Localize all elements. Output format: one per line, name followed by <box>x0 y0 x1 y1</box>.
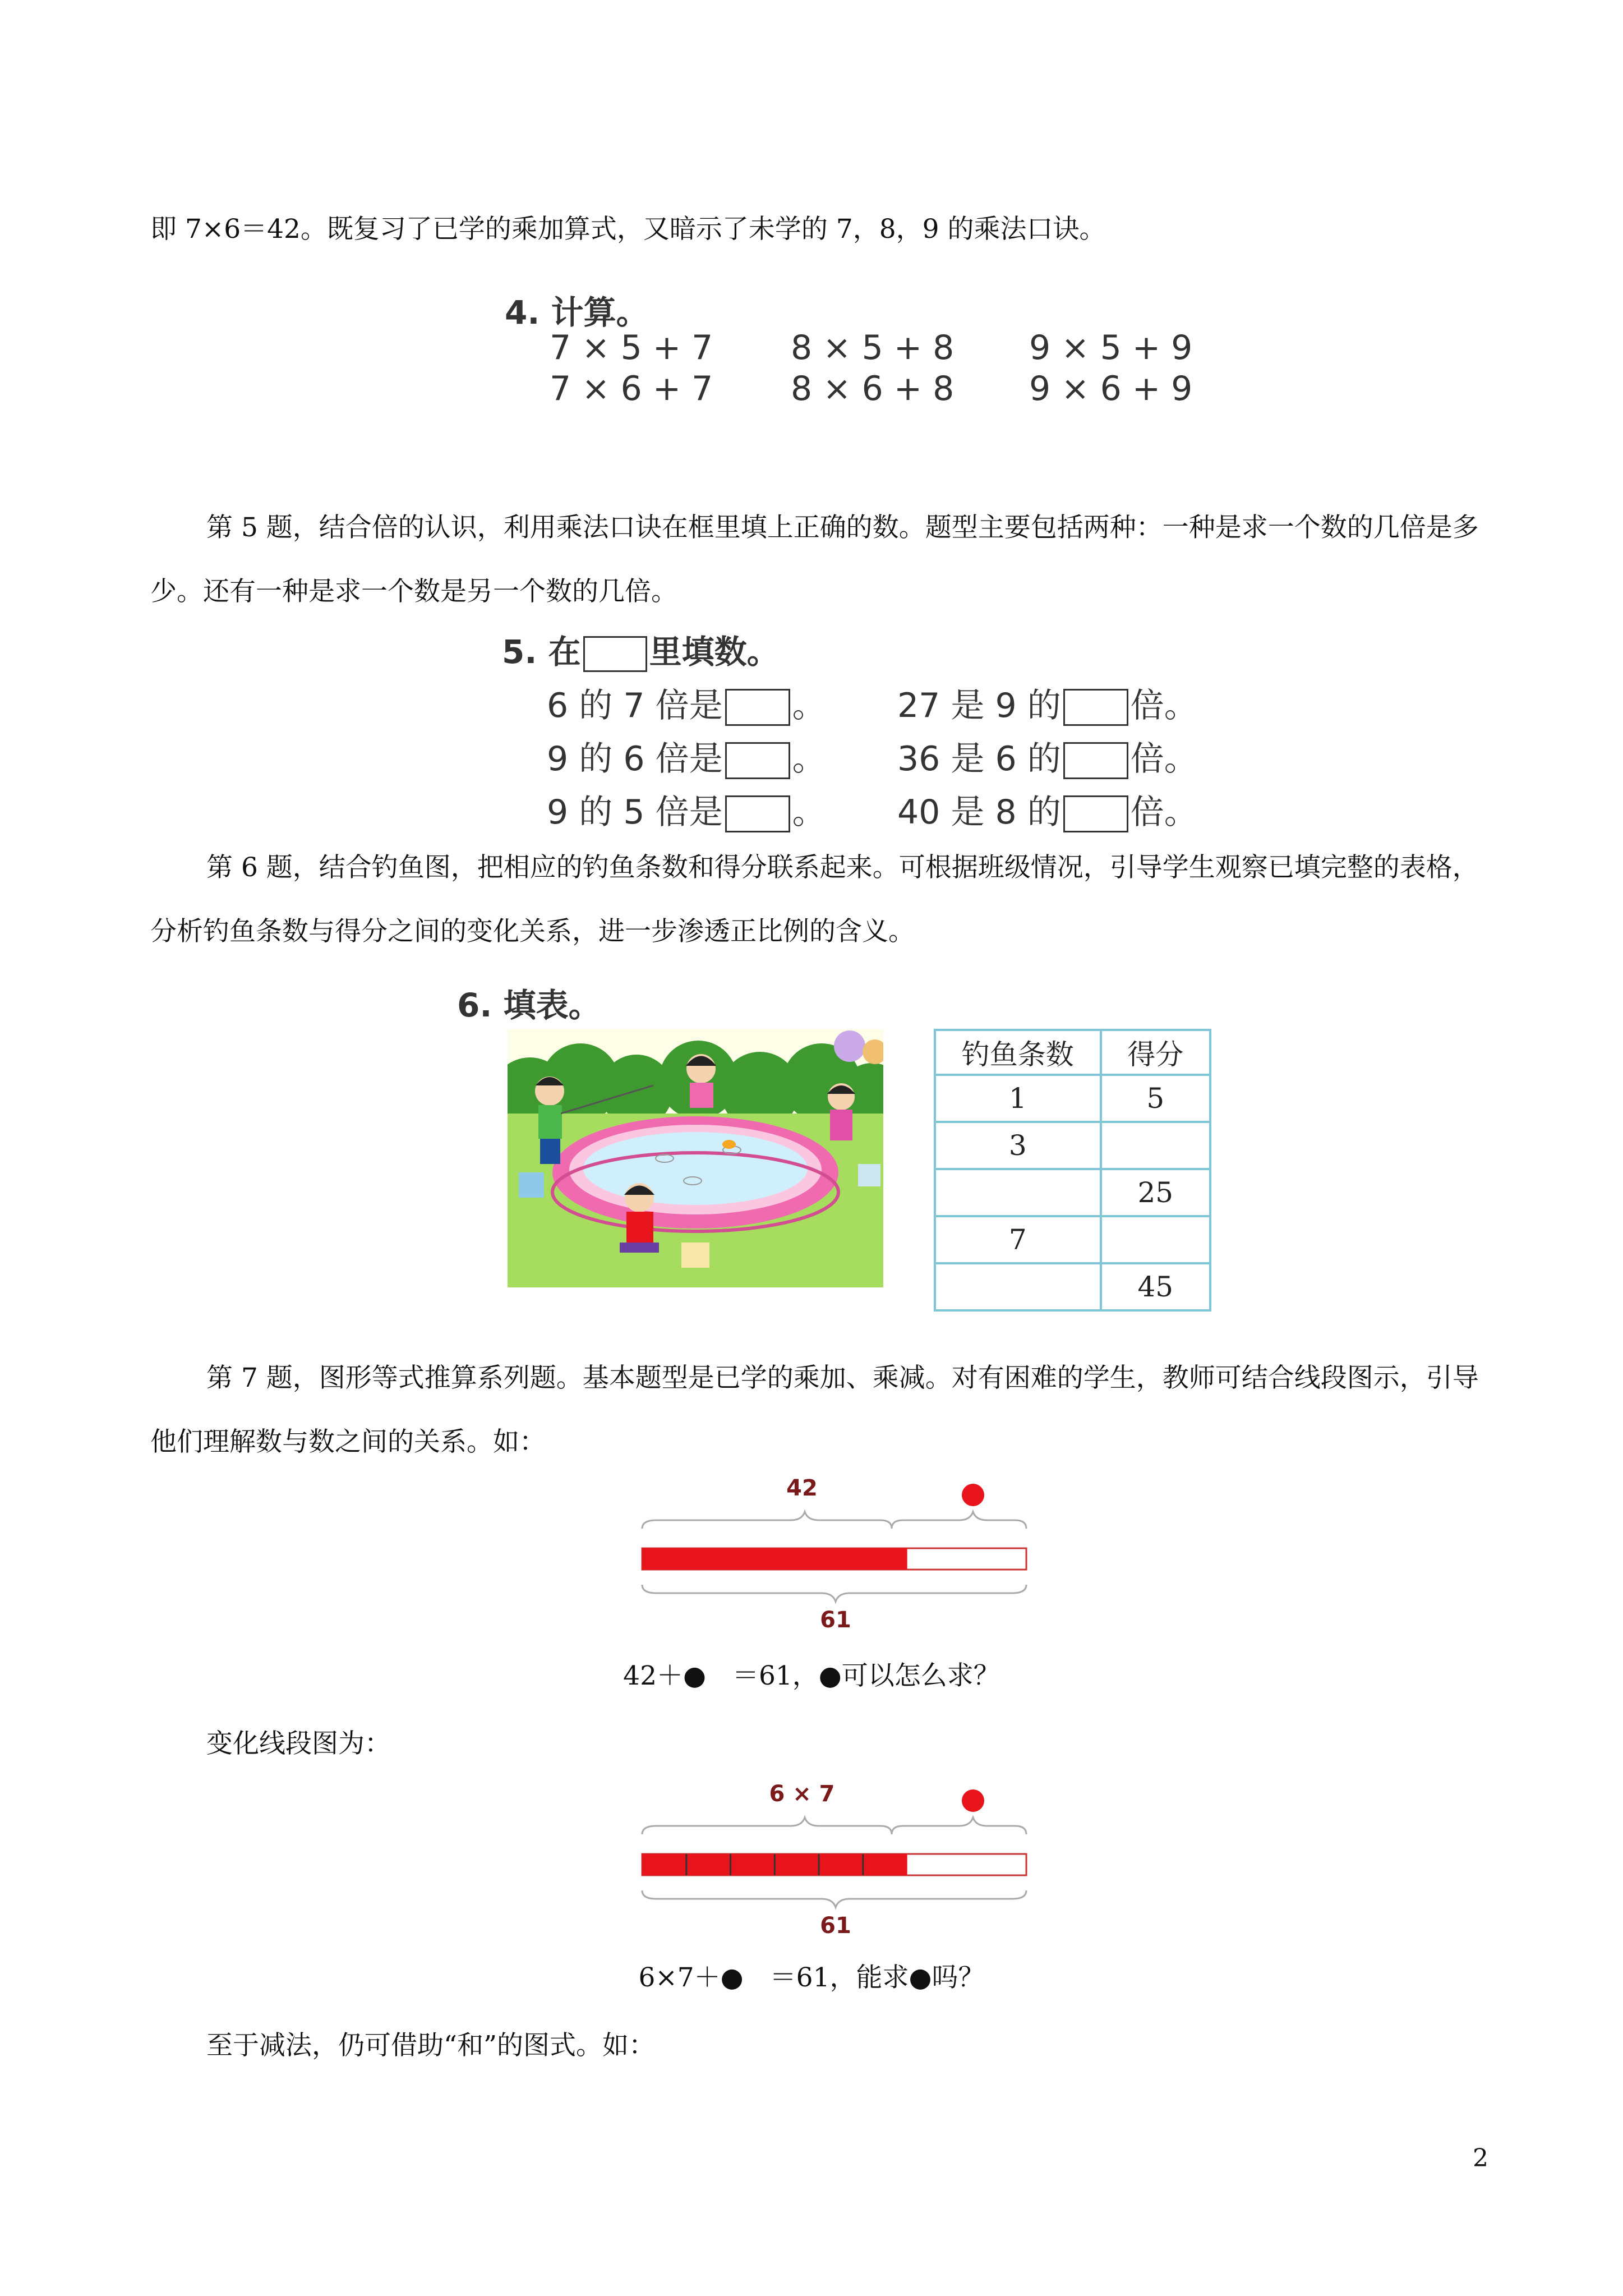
score-table <box>934 1029 1211 1312</box>
line-segment-diagram-2 <box>634 1781 1038 1949</box>
item-text: 9 的 5 倍是 <box>547 793 723 832</box>
paragraph-4: 第 7 题，图形等式推算系列题。基本题型是已学的乘加、乘减。对有困难的学生，教师可结合线段图示，引导他们理解数与数之间的关系。如： <box>150 1363 1479 1457</box>
ex4-expr: 7 × 5 + 7 <box>550 328 713 367</box>
diagram-1-caption: 42＋● ＝61，●可以怎么求？ <box>623 1660 1000 1691</box>
exercise-4 <box>505 286 1234 426</box>
line-segment-diagram-1 <box>634 1475 1038 1644</box>
top-label: 6 × 7 <box>769 1781 835 1807</box>
item-text: 40 是 8 的 <box>897 793 1061 832</box>
table-header: 得分 <box>1101 1030 1211 1075</box>
item-text: 。 <box>792 739 826 779</box>
item-text: 36 是 6 的 <box>897 739 1061 779</box>
exercise-5 <box>502 625 1231 833</box>
table-header: 钓鱼条数 <box>935 1030 1101 1075</box>
ex4-expr: 8 × 5 + 8 <box>791 328 955 367</box>
item-text: 。 <box>792 686 826 725</box>
table-cell: 5 <box>1101 1075 1211 1122</box>
answer-box[interactable] <box>1063 742 1128 779</box>
ex5-item <box>547 785 826 834</box>
exercise-title: 计算。 <box>551 293 649 332</box>
exercise-number: 5. <box>502 633 537 671</box>
item-text: 27 是 9 的 <box>897 686 1061 725</box>
ex5-item <box>897 785 1198 834</box>
ex4-expr: 9 × 6 + 9 <box>1029 369 1193 408</box>
item-text: 倍。 <box>1130 686 1198 725</box>
ex5-item <box>897 679 1198 727</box>
ex4-expr: 8 × 6 + 8 <box>791 369 955 408</box>
exercise-4-heading <box>505 286 649 333</box>
table-cell[interactable] <box>1101 1122 1211 1169</box>
ex5-item <box>897 732 1198 780</box>
answer-box[interactable] <box>1063 689 1128 726</box>
table-cell: 45 <box>1101 1263 1211 1310</box>
item-text: 倍。 <box>1130 793 1198 832</box>
exercise-number: 6. <box>457 986 492 1024</box>
paragraph-5: 变化线段图为： <box>206 1728 391 1759</box>
bottom-label: 61 <box>820 1913 851 1939</box>
item-text: 。 <box>792 793 826 832</box>
table-cell[interactable] <box>935 1263 1101 1310</box>
fishing-illustration <box>508 1029 883 1287</box>
exercise-6-heading <box>457 979 601 1026</box>
answer-box <box>583 636 647 672</box>
heading-pre: 在 <box>548 633 581 671</box>
answer-box[interactable] <box>725 689 790 726</box>
table-cell[interactable] <box>1101 1216 1211 1263</box>
paragraph-6: 至于减法，仍可借助“和”的图式。如： <box>206 2030 656 2061</box>
answer-box[interactable] <box>1063 795 1128 832</box>
ex4-expr: 7 × 6 + 7 <box>550 369 713 408</box>
ex4-expr: 9 × 5 + 9 <box>1029 328 1193 367</box>
bottom-label: 61 <box>820 1607 851 1633</box>
item-text: 6 的 7 倍是 <box>547 686 723 725</box>
heading-post: 里填数。 <box>649 633 780 671</box>
page-number: 2 <box>1473 2144 1488 2173</box>
paragraph-2: 第 5 题，结合倍的认识，利用乘法口诀在框里填上正确的数。题型主要包括两种：一种是求一个数的几倍是多少。还有一种是求一个数是另一个数的几倍。 <box>150 512 1479 607</box>
paragraph-1: 即 7×6＝42。既复习了已学的乘加算式，又暗示了未学的 7，8，9 的乘法口诀。 <box>150 214 1106 245</box>
answer-box[interactable] <box>725 795 790 832</box>
ex5-item <box>547 732 826 780</box>
table-cell: 25 <box>1101 1169 1211 1216</box>
item-text: 倍。 <box>1130 739 1198 779</box>
exercise-title: 填表。 <box>503 986 601 1024</box>
table-cell[interactable] <box>935 1169 1101 1216</box>
table-cell: 3 <box>935 1122 1101 1169</box>
top-label: 42 <box>786 1475 818 1501</box>
paragraph-3: 第 6 题，结合钓鱼图，把相应的钓鱼条数和得分联系起来。可根据班级情况，引导学生观察已填完整的表格，分析钓鱼条数与得分之间的变化关系，进一步渗透正比例的含义。 <box>150 852 1479 947</box>
answer-box[interactable] <box>725 742 790 779</box>
diagram-2-caption: 6×7＋● ＝61，能求●吗？ <box>638 1962 985 1993</box>
table-cell: 7 <box>935 1216 1101 1263</box>
table-cell: 1 <box>935 1075 1101 1122</box>
exercise-number: 4. <box>505 293 540 332</box>
ex5-item <box>547 679 826 727</box>
exercise-5-heading <box>502 625 780 673</box>
item-text: 9 的 6 倍是 <box>547 739 723 779</box>
